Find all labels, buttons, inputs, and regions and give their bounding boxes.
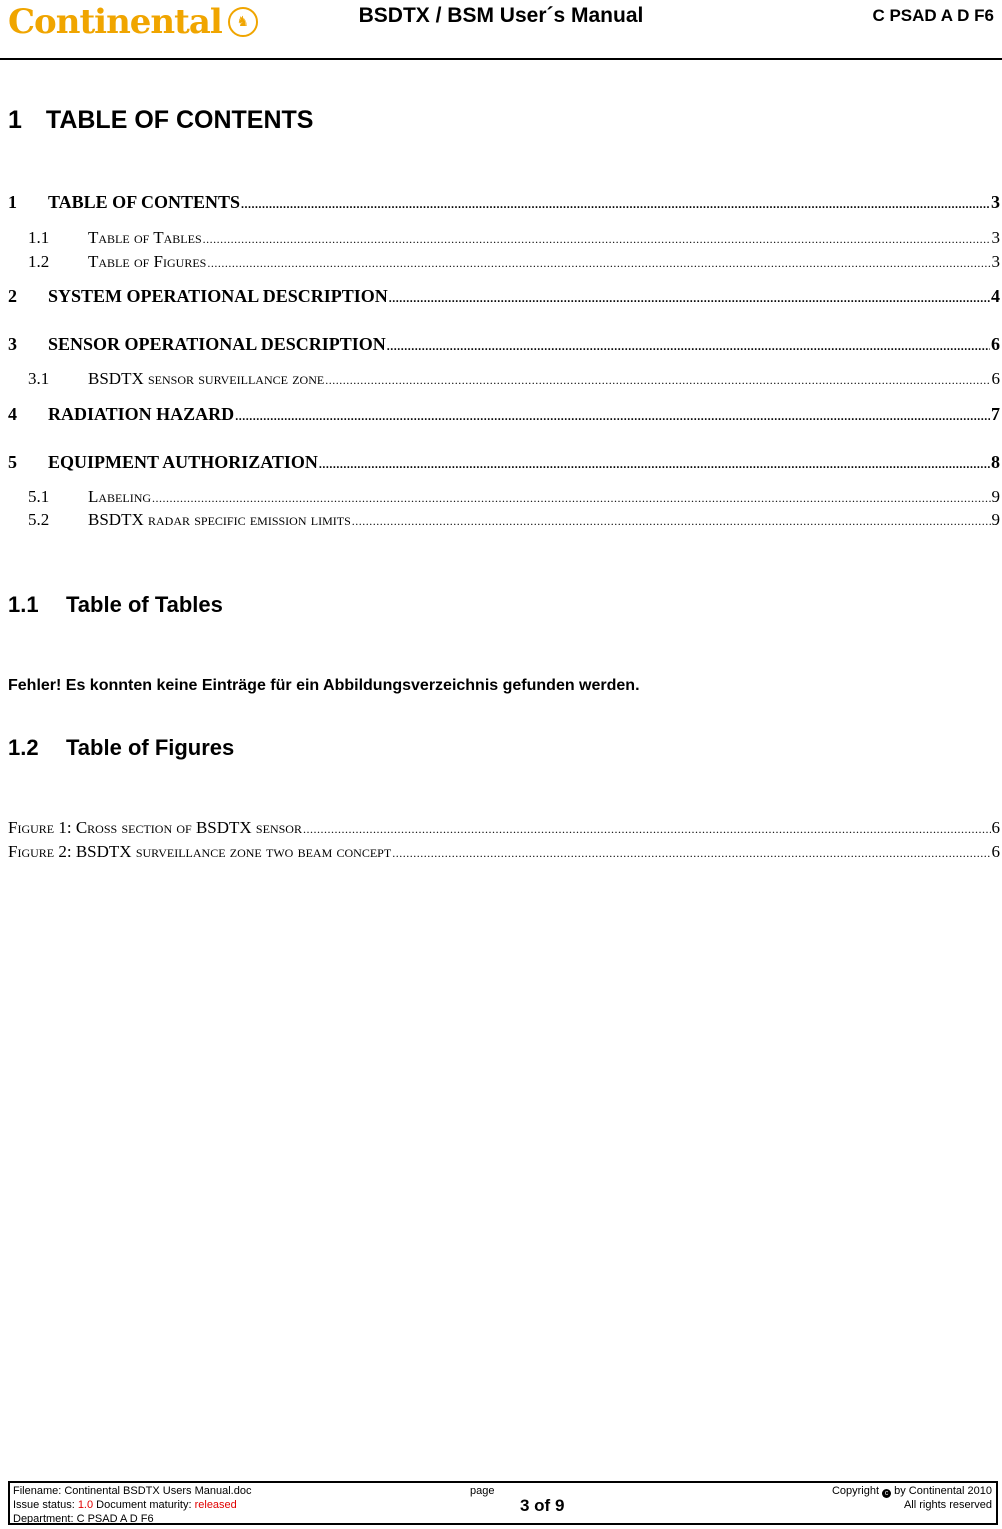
page-footer — [8, 1481, 998, 1525]
toc-number: 5.2 — [28, 510, 50, 529]
copyright-line — [832, 1484, 992, 1498]
footer-issue-status — [13, 1498, 251, 1512]
heading-label: Table of Figures — [66, 735, 235, 760]
toc-title: Labeling — [88, 487, 152, 506]
toc-title: BSDTX radar specific emission limits — [88, 510, 351, 529]
footer-page-label: page — [470, 1485, 495, 1497]
maturity-value: released — [194, 1499, 237, 1511]
toc-number: 1.1 — [28, 228, 50, 247]
toc-entry[interactable] — [8, 369, 1000, 389]
toc-page: 7 — [991, 404, 1000, 424]
toc-entry[interactable] — [8, 452, 1000, 473]
toc-entry[interactable] — [8, 404, 1000, 425]
toc-page: 8 — [991, 452, 1000, 472]
toc-page: 3 — [991, 252, 1000, 271]
toc-title: SENSOR OPERATIONAL DESCRIPTION — [48, 334, 386, 354]
toc-page: 3 — [991, 192, 1000, 212]
footer-copyright — [832, 1484, 992, 1512]
figure-title: Figure 1: Cross section of BSDTX sensor — [8, 818, 302, 837]
toc-number: 3 — [8, 334, 17, 354]
figure-entry[interactable] — [8, 818, 1000, 838]
heading-number: 1.1 — [8, 592, 39, 617]
toc-number: 1 — [8, 192, 17, 212]
toc-leader — [303, 823, 991, 837]
copyright-pre: Copyright — [831, 1485, 883, 1497]
toc-page: 6 — [991, 369, 1000, 388]
footer-doc-info — [13, 1484, 251, 1526]
toc-leader — [387, 340, 990, 354]
figure-page: 6 — [991, 842, 1000, 861]
toc-entry[interactable] — [8, 487, 1000, 507]
toc-number: 3.1 — [28, 369, 50, 388]
copyright-icon: c — [882, 1489, 891, 1498]
toc-title: RADIATION HAZARD — [48, 404, 235, 424]
toc-page: 6 — [991, 334, 1000, 354]
toc-entry[interactable] — [8, 334, 1000, 355]
toc-leader — [203, 233, 991, 247]
toc-page: 4 — [991, 286, 1000, 306]
toc-leader — [389, 292, 990, 306]
footer-page-info — [470, 1484, 565, 1515]
maturity-label: Document maturity: — [93, 1499, 195, 1511]
toc-leader — [152, 492, 990, 506]
toc-number: 5 — [8, 452, 17, 472]
copyright-post: by Continental 2010 — [891, 1485, 992, 1497]
toc-entry[interactable] — [8, 192, 1000, 213]
logo-wordmark: Continental — [8, 2, 222, 42]
toc-title: BSDTX sensor surveillance zone — [88, 369, 325, 388]
toc-title: Table of Tables — [88, 228, 202, 247]
toc-page: 9 — [991, 487, 1000, 506]
figure-title: Figure 2: BSDTX surveillance zone two beam concept — [8, 842, 392, 861]
toc-number: 2 — [8, 286, 17, 306]
toc-leader — [207, 257, 990, 271]
toc-leader — [235, 410, 990, 424]
toc-page: 9 — [991, 510, 1000, 529]
toc-title: TABLE OF CONTENTS — [48, 192, 241, 212]
toc-title: SYSTEM OPERATIONAL DESCRIPTION — [48, 286, 388, 306]
issue-value: 1.0 — [77, 1499, 94, 1511]
toc-leader — [325, 374, 990, 388]
toc-number: 1.2 — [28, 252, 50, 271]
issue-label: Issue status: — [13, 1499, 78, 1511]
toc-number: 5.1 — [28, 487, 50, 506]
toc-leader — [241, 198, 990, 212]
toc-leader — [392, 847, 990, 861]
footer-page-number: 3 of 9 — [520, 1496, 565, 1515]
page-header — [0, 0, 1002, 60]
toc-leader — [352, 515, 991, 529]
toc-number: 4 — [8, 404, 17, 424]
toc-leader — [319, 458, 990, 472]
heading-number: 1 — [8, 106, 22, 134]
header-department: C PSAD A D F6 — [872, 6, 994, 25]
heading-table-of-figures — [8, 735, 234, 761]
toc-title: Table of Figures — [88, 252, 207, 271]
footer-department: Department: C PSAD A D F6 — [13, 1513, 154, 1525]
toc-title: EQUIPMENT AUTHORIZATION — [48, 452, 318, 472]
rights-line: All rights reserved — [903, 1499, 992, 1511]
heading-number: 1.2 — [8, 735, 39, 760]
toc-entry[interactable] — [8, 510, 1000, 530]
footer-filename: Filename: Continental BSDTX Users Manual.doc — [13, 1485, 252, 1497]
figure-entry[interactable] — [8, 842, 1000, 862]
figure-page: 6 — [991, 818, 1000, 837]
heading-label: Table of Tables — [66, 592, 223, 617]
error-message: Fehler! Es konnten keine Einträge für ein Abbildungsverzeichnis gefunden werden. — [8, 677, 640, 694]
document-title: BSDTX / BSM User´s Manual — [358, 4, 644, 27]
heading-table-of-contents — [8, 106, 313, 135]
toc-entry[interactable] — [8, 252, 1000, 272]
heading-label: TABLE OF CONTENTS — [45, 106, 314, 134]
toc-page: 3 — [991, 228, 1000, 247]
toc-entry[interactable] — [8, 286, 1000, 307]
horse-emblem-icon: ♞ — [228, 7, 258, 37]
heading-table-of-tables — [8, 592, 223, 618]
toc-entry[interactable] — [8, 228, 1000, 248]
